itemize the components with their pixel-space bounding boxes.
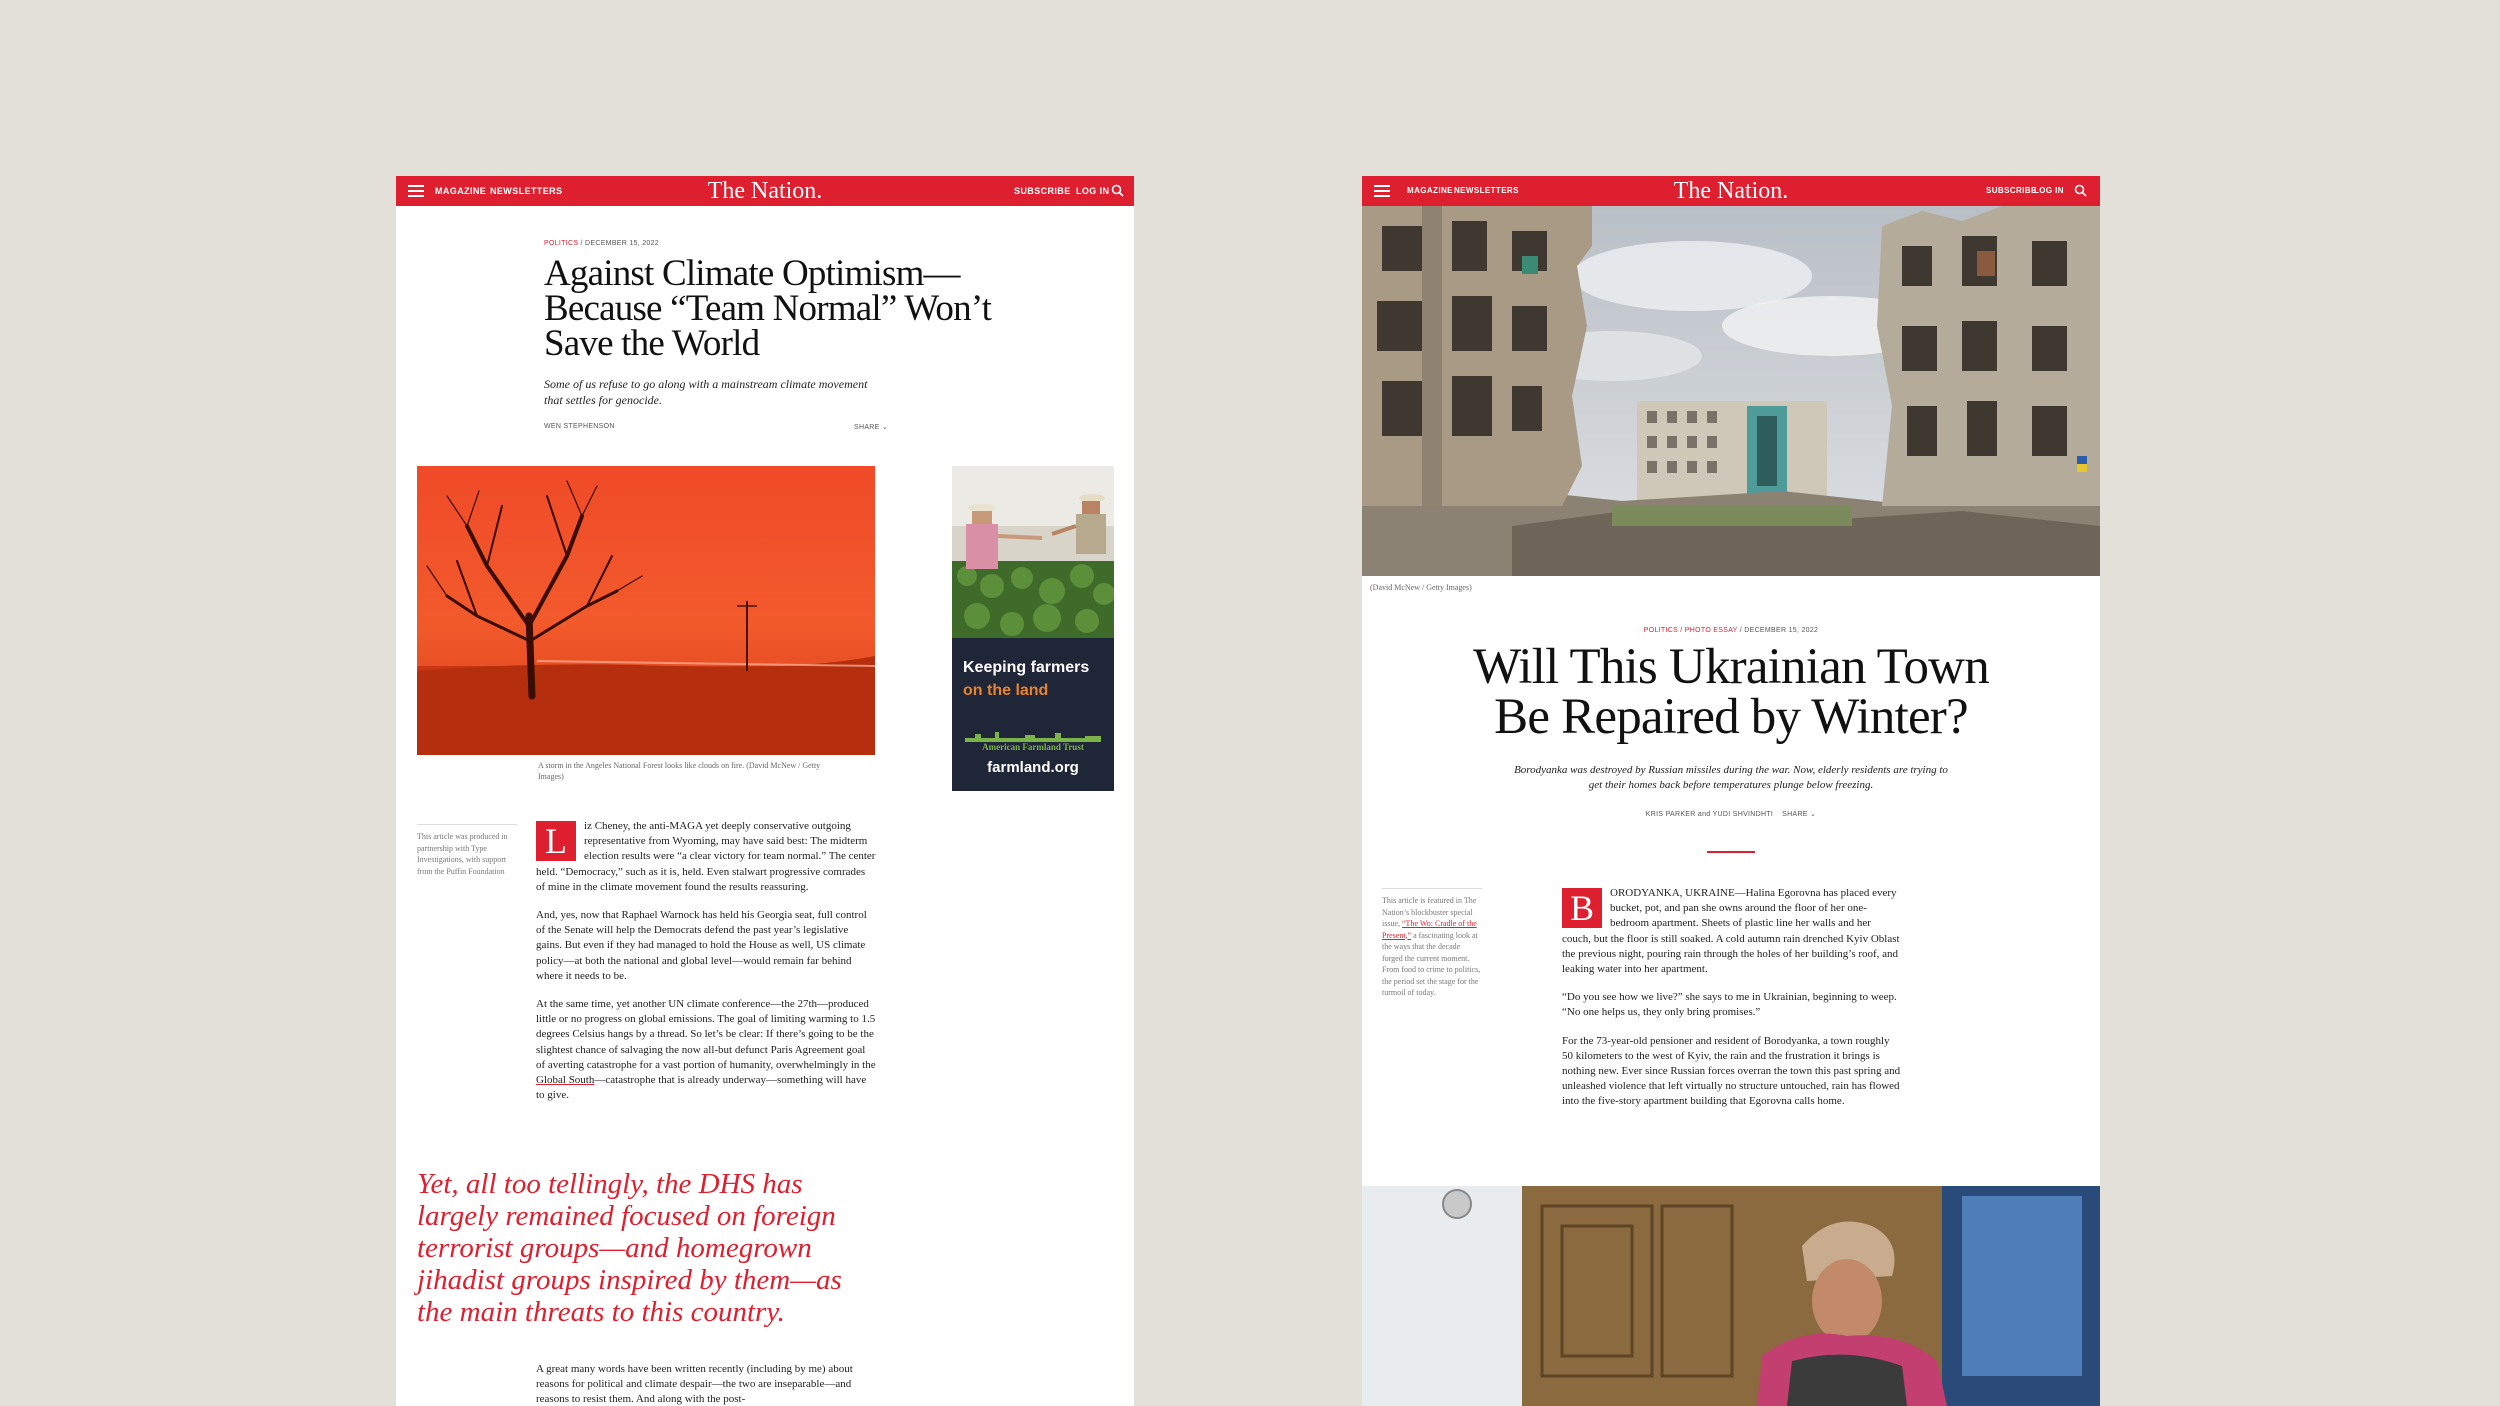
deck-line: that settles for genocide. [544, 393, 662, 407]
author-byline[interactable]: KRIS PARKER and YUDI SHVINDHTI [1645, 811, 1774, 818]
note-text: a fascinating look at the ways that the decade forged the current moment. From food to crime to politics, the period set the stage for the turmoil of today. [1382, 930, 1481, 997]
ad-brand-name: American Farmland Trust [982, 742, 1084, 752]
article-deck [544, 376, 964, 408]
headline-line: Be Repaired by Winter? [1494, 689, 1968, 745]
share-button[interactable] [854, 423, 888, 431]
note-text: This article is featured in The Nation’s blockbuster special issue, [1382, 896, 1477, 928]
paragraph-text: —catastrophe that is already underway—something will have to give. [536, 1074, 867, 1102]
byline-row [1362, 810, 2100, 818]
headline-line: Will This Ukrainian Town [1473, 639, 1989, 695]
publish-date: / DECEMBER 15, 2022 [580, 240, 660, 247]
top-nav-bar [1362, 176, 2100, 206]
article-page-ukraine [1362, 176, 2100, 1406]
special-issue-note [1382, 888, 1482, 999]
share-button[interactable] [1782, 811, 1816, 818]
advertisement-farmland-trust[interactable] [952, 466, 1114, 791]
drop-cap: L [536, 821, 576, 861]
special-issue-link[interactable]: “The Wo: Cradle of the Present,” [1382, 919, 1477, 940]
headline-line: Save the World [544, 323, 760, 364]
top-nav-bar [396, 176, 1134, 206]
paragraph: And, yes, now that Raphael Warnock has held his Georgia seat, full control of the Senate will help the Democrats defend the past year’s legislative gains. But even if they had managed to hold the House as well, US climate policy—at both the national and global level—would remain far behind where it needs to be. [536, 909, 867, 982]
global-south-link[interactable]: Global South [536, 1074, 595, 1087]
caption-line: A storm in the Angeles National Forest looks like clouds on fire. (David McNew / Getty [538, 761, 821, 770]
ad-headline-line: Keeping farmers [963, 659, 1090, 676]
category-link[interactable]: POLITICS / PHOTO ESSAY [1643, 627, 1738, 634]
article-headline [1362, 639, 2100, 745]
ad-photo-farmers [952, 466, 1114, 638]
article-body [536, 819, 876, 1116]
author-byline[interactable]: WEN STEPHENSON [544, 423, 615, 430]
ad-headline [963, 656, 1113, 702]
article-body-continued: A great many words have been written recently (including by me) about reasons for political and climate despair—the two are inseparable—and reasons to resist them. And along with the post- [536, 1363, 853, 1406]
ad-skyline-graphic [965, 730, 1101, 742]
headline-line: Because “Team Normal” Won’t [544, 288, 992, 329]
section-divider [1707, 851, 1755, 853]
deck-line: Some of us refuse to go along with a mainstream climate movement [544, 377, 868, 391]
ad-headline-line: on the land [963, 682, 1049, 699]
paragraph [1562, 886, 1902, 977]
deck-line: get their homes back before temperatures plunge below freezing. [1588, 779, 1874, 791]
partnership-note: This article was produced in partnership with Type Investigations, with support from the Puffin Foundation [417, 824, 517, 877]
deck-line: Borodyanka was destroyed by Russian missiles during the war. Now, elderly residents are trying to [1514, 764, 1948, 776]
paragraph-text: At the same time, yet another UN climate conference—the 27th—produced little or no progress on global emissions. The goal of limiting warming to 1.5 degrees Celsius hangs by a thread. So let’s be clear: If there’s going to be the slightest chance of salvaging the now all-but defunct Paris Agreement goal of averting catastrophe for a vast portion of humanity, overwhelmingly in the [536, 998, 876, 1071]
chevron-down-icon: ⌄ [1810, 811, 1817, 818]
login-link[interactable]: LOG IN [2034, 186, 2064, 195]
subscribe-link[interactable]: SUBSCRIBE [1986, 186, 2037, 195]
login-link[interactable]: LOG IN [1076, 186, 1110, 196]
site-logo[interactable]: The Nation. [1673, 178, 1789, 204]
hamburger-menu-icon[interactable] [408, 185, 424, 197]
hero-image-red-forest [417, 466, 875, 755]
article-deck [1462, 763, 2000, 793]
article-kicker [1362, 627, 2100, 634]
pull-quote: Yet, all too tellingly, the DHS has largely remained focused on foreign terrorist groups—and homegrown jihadist groups inspired by them—as the main threats to this country. [417, 1168, 842, 1328]
hero-caption [538, 760, 858, 782]
article-kicker [544, 240, 659, 247]
share-label: SHARE [854, 424, 880, 431]
paragraph-text: iz Cheney, the anti-MAGA yet deeply conservative outgoing representative from Wyoming, may have said best: The midterm election results were “a clear victory for team normal.” The center held. “Democracy,” such as it is, held. Even stalwart progressive comrades of mine in the climate movement found the results reassuring. [536, 820, 876, 893]
photo-credit: (David McNew / Getty Images) [1370, 583, 1472, 592]
paragraph-text: ORODYANKA, UKRAINE—Halina Egorovna has placed every bucket, pot, and pan she owns around the floor of her one-bedroom apartment. Sheets of plastic line her walls and her couch, but the floor is still soaked. A cold autumn rain drenched Kyiv Oblast the previous night, pouring rain through the holes of her building’s roof, and leaking water into her apartment. [1562, 887, 1900, 976]
chevron-down-icon: ⌄ [881, 424, 889, 431]
hamburger-menu-icon[interactable] [1374, 185, 1390, 197]
nav-link-magazine[interactable]: MAGAZINE [1407, 186, 1453, 195]
nav-link-newsletters[interactable]: NEWSLETTERS [1454, 186, 1519, 195]
article-page-climate [396, 176, 1134, 1406]
subscribe-link[interactable]: SUBSCRIBE [1014, 186, 1071, 196]
headline-line: Against Climate Optimism— [544, 253, 960, 294]
paragraph [536, 997, 876, 1103]
hero-image-destroyed-buildings [1362, 206, 2100, 576]
share-label: SHARE [1782, 811, 1808, 818]
category-link[interactable]: POLITICS [544, 240, 579, 247]
article-body [1562, 886, 1902, 1123]
nav-link-newsletters[interactable]: NEWSLETTERS [490, 186, 563, 196]
paragraph: “Do you see how we live?” she says to me in Ukrainian, beginning to weep. “No one helps us, they only bring promises.” [1562, 991, 1897, 1019]
ad-url[interactable]: farmland.org [987, 759, 1079, 776]
paragraph: For the 73-year-old pensioner and resident of Borodyanka, a town roughly 50 kilometers to the west of Kyiv, the rain and the frustration it brings is nothing new. Ever since Russian forces overran the town this past spring and unleashed violence that left virtually no structure untouched, rain has flowed into the five-story apartment building that Egorovna calls home. [1562, 1034, 1901, 1108]
nav-link-magazine[interactable]: MAGAZINE [435, 186, 487, 196]
caption-line: Images) [538, 772, 564, 781]
search-icon[interactable] [1111, 184, 1124, 197]
search-icon[interactable] [2074, 184, 2087, 197]
publish-date: / DECEMBER 15, 2022 [1739, 627, 1819, 634]
drop-cap: B [1562, 888, 1602, 928]
photo-elderly-resident [1362, 1186, 2100, 1406]
paragraph [536, 819, 876, 895]
article-headline [544, 253, 1064, 364]
site-logo[interactable]: The Nation. [707, 178, 823, 204]
